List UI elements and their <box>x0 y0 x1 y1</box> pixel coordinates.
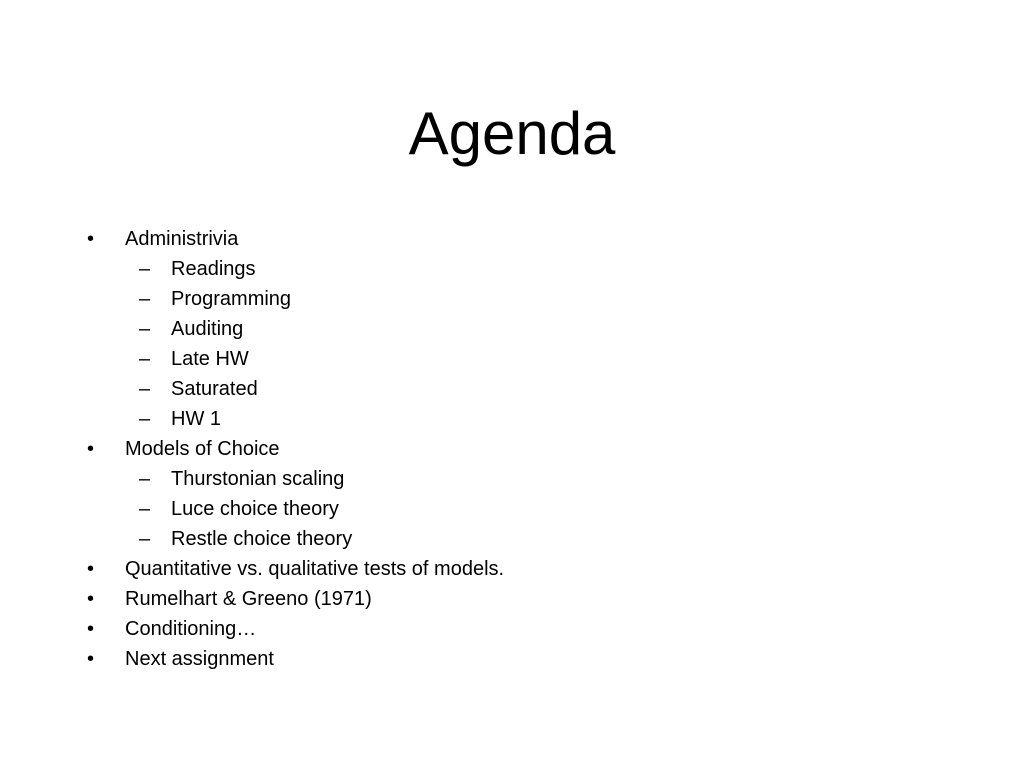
list-item-text: Rumelhart & Greeno (1971) <box>125 588 372 610</box>
list-subitem-text: Late HW <box>171 348 249 370</box>
dash-marker: – <box>139 318 151 340</box>
list-item <box>84 554 964 584</box>
bullet-marker: • <box>87 438 95 460</box>
bullet-marker: • <box>87 228 95 250</box>
list-subitem <box>84 254 964 284</box>
list-subitem <box>84 284 964 314</box>
list-item-text: Next assignment <box>125 648 274 670</box>
bullet-marker: • <box>87 618 95 640</box>
dash-marker: – <box>139 288 151 310</box>
list-subitem <box>84 314 964 344</box>
list-item <box>84 644 964 674</box>
list-subitem-text: Saturated <box>171 378 258 400</box>
list-subitem <box>84 374 964 404</box>
bullet-marker: • <box>87 558 95 580</box>
dash-marker: – <box>139 528 151 550</box>
dash-marker: – <box>139 378 151 400</box>
list-item <box>84 224 964 254</box>
list-item-text: Quantitative vs. qualitative tests of models. <box>125 558 505 580</box>
list-subitem <box>84 524 964 554</box>
dash-marker: – <box>139 468 151 490</box>
list-subitem <box>84 494 964 524</box>
list-subitem-text: Auditing <box>171 318 244 340</box>
list-subitem-text: Readings <box>171 258 256 280</box>
list-item-text: Administrivia <box>125 228 239 250</box>
agenda-list <box>84 224 964 674</box>
list-item <box>84 614 964 644</box>
list-subitem-text: Thurstonian scaling <box>171 468 345 490</box>
list-subitem-text: Luce choice theory <box>171 498 339 520</box>
list-subitem-text: HW 1 <box>171 408 221 430</box>
dash-marker: – <box>139 408 151 430</box>
list-subitem <box>84 404 964 434</box>
list-subitem-text: Restle choice theory <box>171 528 353 550</box>
bullet-marker: • <box>87 648 95 670</box>
list-subitem <box>84 464 964 494</box>
list-item <box>84 584 964 614</box>
slide-title: Agenda <box>408 100 616 167</box>
dash-marker: – <box>139 258 151 280</box>
dash-marker: – <box>139 348 151 370</box>
bullet-marker: • <box>87 588 95 610</box>
list-subitem <box>84 344 964 374</box>
list-subitem-text: Programming <box>171 288 292 310</box>
list-item <box>84 434 964 464</box>
dash-marker: – <box>139 498 151 520</box>
list-item-text: Models of Choice <box>125 438 280 460</box>
list-item-text: Conditioning… <box>125 618 257 640</box>
